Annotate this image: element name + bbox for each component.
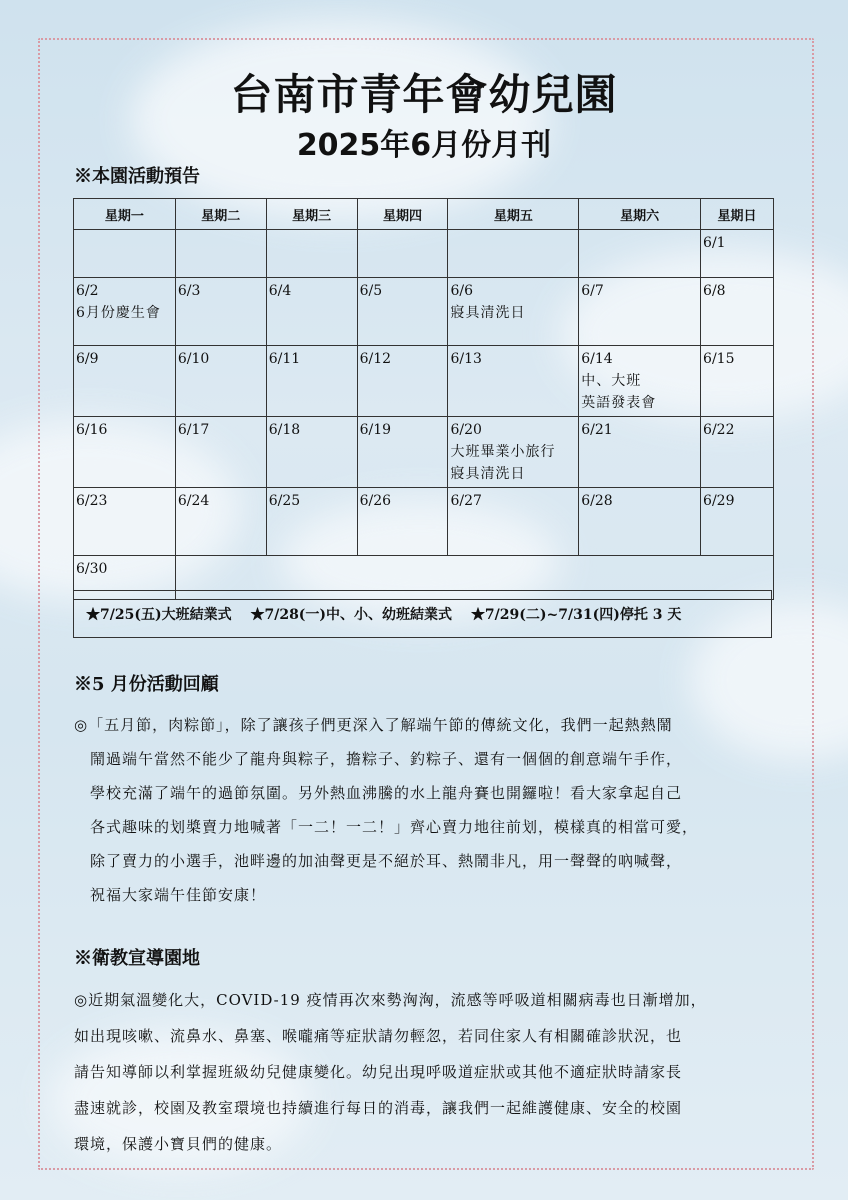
paragraph-line: 學校充滿了端午的過節氛圍。另外熱血沸騰的水上龍舟賽也開鑼啦！看大家拿起自己: [90, 784, 683, 802]
paragraph-line: 各式趣味的划槳賣力地喊著「一二！一二！」齊心賣力地往前划，模樣真的相當可愛，: [90, 818, 699, 836]
day-date: 6/21: [581, 422, 613, 438]
day-date: 6/24: [177, 493, 210, 509]
weekday-header: 星期五: [448, 199, 579, 230]
day-date: 6/22: [703, 422, 735, 438]
calendar-week-row: [74, 417, 774, 488]
day-date: 6/27: [450, 493, 482, 509]
calendar-day-cell: [175, 417, 266, 488]
calendar-day-cell: [175, 278, 266, 346]
paragraph-line: 盡速就診，校園及教室環境也持續進行每日的消毒，讓我們一起維護健康、安全的校園: [74, 1099, 683, 1117]
day-date: 6/16: [76, 422, 108, 438]
day-date: 6/1: [703, 235, 726, 251]
page-subtitle: 2025年6月份月刊: [296, 128, 552, 163]
paragraph-line: ◎「五月節，肉粽節」，除了讓孩子們更深入了解端午節的傳統文化，我們一起熱熱鬧: [74, 716, 673, 734]
calendar-day-cell: [448, 346, 579, 417]
paragraph-line: 請告知導師以利掌握班級幼兒健康變化。幼兒出現呼吸道症狀或其他不適症狀時請家長: [74, 1063, 683, 1081]
calendar-day-cell: [579, 346, 701, 417]
paragraph-line: ◎近期氣溫變化大，COVID-19 疫情再次來勢洶洶，流感等呼吸道相關病毒也日漸增加，: [74, 991, 707, 1009]
paragraph-line: 祝福大家端午佳節安康！: [90, 886, 267, 904]
review-section-title: ※5 月份活動回顧: [74, 674, 219, 695]
calendar-day-cell: [448, 230, 579, 278]
calendar-day-cell: [448, 488, 579, 556]
calendar-week-row: [74, 230, 774, 278]
day-date: 6/7: [581, 283, 604, 299]
health-paragraph: [74, 982, 774, 1162]
calendar-day-cell: [175, 346, 266, 417]
calendar-day-cell: [357, 488, 448, 556]
calendar-day-cell: [266, 417, 357, 488]
calendar-header-row: [74, 199, 774, 230]
calendar-day-cell: [175, 488, 266, 556]
day-date: 6/25: [268, 493, 301, 509]
calendar-day-cell: [701, 278, 774, 346]
calendar-day-cell: [266, 346, 357, 417]
calendar-day-cell: [74, 230, 176, 278]
day-date: 6/20: [450, 422, 482, 438]
day-date: 6/18: [268, 422, 301, 438]
day-event: 寢具清洗日: [450, 466, 526, 482]
activities-section-title: ※本園活動預告: [74, 166, 200, 187]
review-paragraph: [74, 708, 774, 912]
calendar-day-cell: [357, 230, 448, 278]
paragraph-line: 除了賣力的小選手，池畔邊的加油聲更是不絕於耳、熱鬧非凡，用一聲聲的吶喊聲，: [90, 852, 683, 870]
calendar-day-cell: [266, 278, 357, 346]
calendar-day-cell: [701, 417, 774, 488]
weekday-header: 星期六: [579, 199, 701, 230]
paragraph-line: 鬧過端午當然不能少了龍舟與粽子，擔粽子、釣粽子、還有一個個的創意端午手作，: [90, 750, 683, 768]
calendar-week-row: [74, 346, 774, 417]
calendar-week-row: [74, 278, 774, 346]
health-section-title: ※衛教宣導園地: [74, 948, 200, 969]
day-date: 6/30: [76, 561, 108, 577]
day-date: 6/15: [703, 351, 735, 367]
calendar-day-cell: [175, 230, 266, 278]
day-event: 6月份慶生會: [76, 305, 161, 321]
day-date: 6/9: [76, 351, 99, 367]
day-date: 6/13: [450, 351, 482, 367]
calendar-day-cell: [266, 488, 357, 556]
calendar-day-cell: [579, 230, 701, 278]
day-date: 6/4: [268, 283, 292, 299]
paragraph-line: 如出現咳嗽、流鼻水、鼻塞、喉嚨痛等症狀請勿輕忽，若同住家人有相關確診狀況，也: [74, 1027, 683, 1045]
calendar-day-cell: [579, 417, 701, 488]
calendar-notes: [73, 590, 772, 638]
day-date: 6/29: [703, 493, 735, 509]
note-item: ★7/28(一)中、小、幼班結業式: [250, 607, 453, 623]
calendar-day-cell: [448, 278, 579, 346]
calendar-day-cell: [74, 278, 176, 346]
day-date: 6/2: [76, 283, 99, 299]
weekday-header: 星期日: [701, 199, 774, 230]
calendar-day-cell: [74, 488, 176, 556]
calendar-day-cell: [701, 488, 774, 556]
note-item: ★7/29(二)~7/31(四)停托 3 天: [470, 607, 682, 623]
calendar-day-cell: [701, 346, 774, 417]
day-event: 大班畢業小旅行: [450, 444, 556, 460]
day-event: 中、大班: [581, 373, 642, 389]
calendar-day-cell: [266, 230, 357, 278]
calendar-day-cell: [357, 278, 448, 346]
calendar-day-cell: [579, 278, 701, 346]
day-date: 6/11: [268, 351, 301, 367]
day-event: 寢具清洗日: [450, 305, 526, 321]
calendar-day-cell: [579, 488, 701, 556]
paragraph-line: 環境，保護小寶貝們的健康。: [74, 1135, 283, 1153]
day-date: 6/3: [177, 283, 201, 299]
day-date: 6/19: [359, 422, 392, 438]
calendar-day-cell: [74, 417, 176, 488]
day-date: 6/10: [177, 351, 210, 367]
day-date: 6/26: [359, 493, 392, 509]
day-date: 6/17: [177, 422, 210, 438]
page-title: 台南市青年會幼兒園: [230, 70, 618, 119]
day-date: 6/28: [581, 493, 613, 509]
day-date: 6/23: [76, 493, 108, 509]
calendar-day-cell: [701, 230, 774, 278]
day-date: 6/5: [359, 283, 383, 299]
day-date: 6/6: [450, 283, 473, 299]
calendar-day-cell: [357, 346, 448, 417]
activity-calendar: [73, 198, 774, 600]
calendar-day-cell: [448, 417, 579, 488]
weekday-header: 星期二: [175, 199, 266, 230]
day-date: 6/14: [581, 351, 613, 367]
day-event: 英語發表會: [581, 395, 657, 411]
day-date: 6/12: [359, 351, 392, 367]
weekday-header: 星期三: [266, 199, 357, 230]
note-item: ★7/25(五)大班結業式: [86, 607, 232, 623]
weekday-header: 星期四: [357, 199, 448, 230]
day-date: 6/8: [703, 283, 726, 299]
calendar-day-cell: [357, 417, 448, 488]
calendar-day-cell: [74, 346, 176, 417]
calendar-week-row: [74, 488, 774, 556]
weekday-header: 星期一: [74, 199, 176, 230]
